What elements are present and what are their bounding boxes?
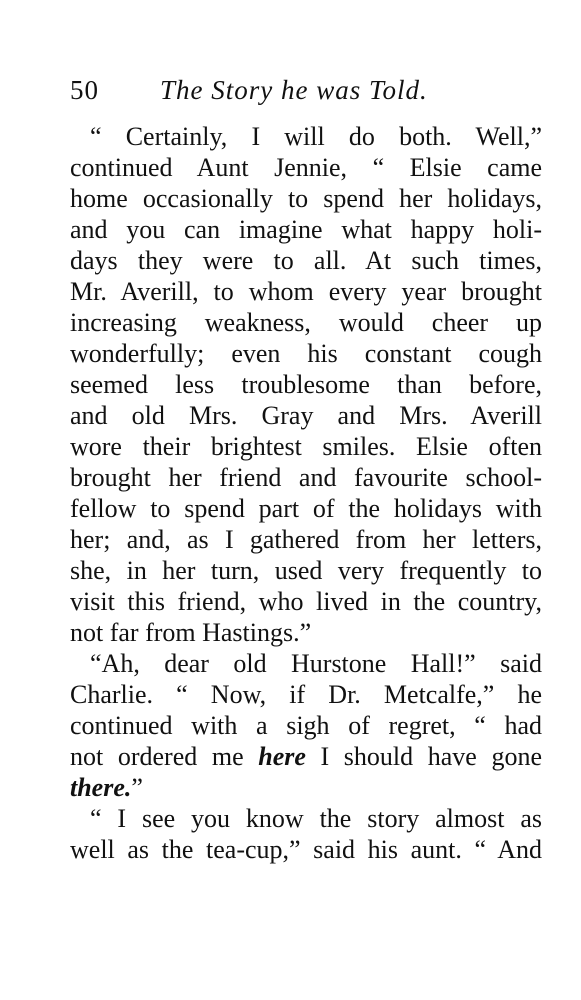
text-line: Mr. Averill, to whom every year brought [70,277,542,306]
text-line [70,772,542,803]
text-line: brought her friend and favourite school- [70,463,542,492]
text-line: Charlie. “ Now, if Dr. Metcalfe,” he [70,680,542,709]
text-line: “ Certainly, I will do both. Well,” [90,122,542,151]
text-line: visit this friend, who lived in the country, [70,587,542,616]
running-head [70,72,550,108]
text-line: fellow to spend part of the holidays with [70,494,542,523]
text-segment: not ordered me [70,742,259,771]
text-line: wonderfully; even his constant cough [70,339,542,368]
emphasis-there: there. [70,773,132,802]
text-line: continued with a sigh of regret, “ had [70,711,542,740]
text-line: and you can imagine what happy holi- [70,215,542,244]
text-line: not far from Hastings.” [70,618,312,647]
text-line: and old Mrs. Gray and Mrs. Averill [70,401,542,430]
emphasis-here: here [258,742,306,771]
text-line: “Ah, dear old Hurstone Hall!” said [90,649,542,678]
text-line: wore their brightest smiles. Elsie often [70,432,542,461]
body-text [70,121,542,865]
text-line: “ I see you know the story almost as [90,804,542,833]
text-line: she, in her turn, used very frequently to [70,556,542,585]
text-line [70,741,542,772]
running-title: The Story he was Told. [160,75,428,105]
text-line: home occasionally to spend her holidays, [70,184,542,213]
text-line: continued Aunt Jennie, “ Elsie came [70,153,542,182]
text-segment: ” [131,773,143,802]
text-line: days they were to all. At such times, [70,246,542,275]
text-segment: I should have gone [305,742,542,771]
page-number: 50 [70,75,99,105]
text-line: her; and, as I gathered from her letters, [70,525,542,554]
text-line: increasing weakness, would cheer up [70,308,542,337]
text-line: seemed less troublesome than before, [70,370,542,399]
text-line: well as the tea-cup,” said his aunt. “ And [70,835,542,864]
